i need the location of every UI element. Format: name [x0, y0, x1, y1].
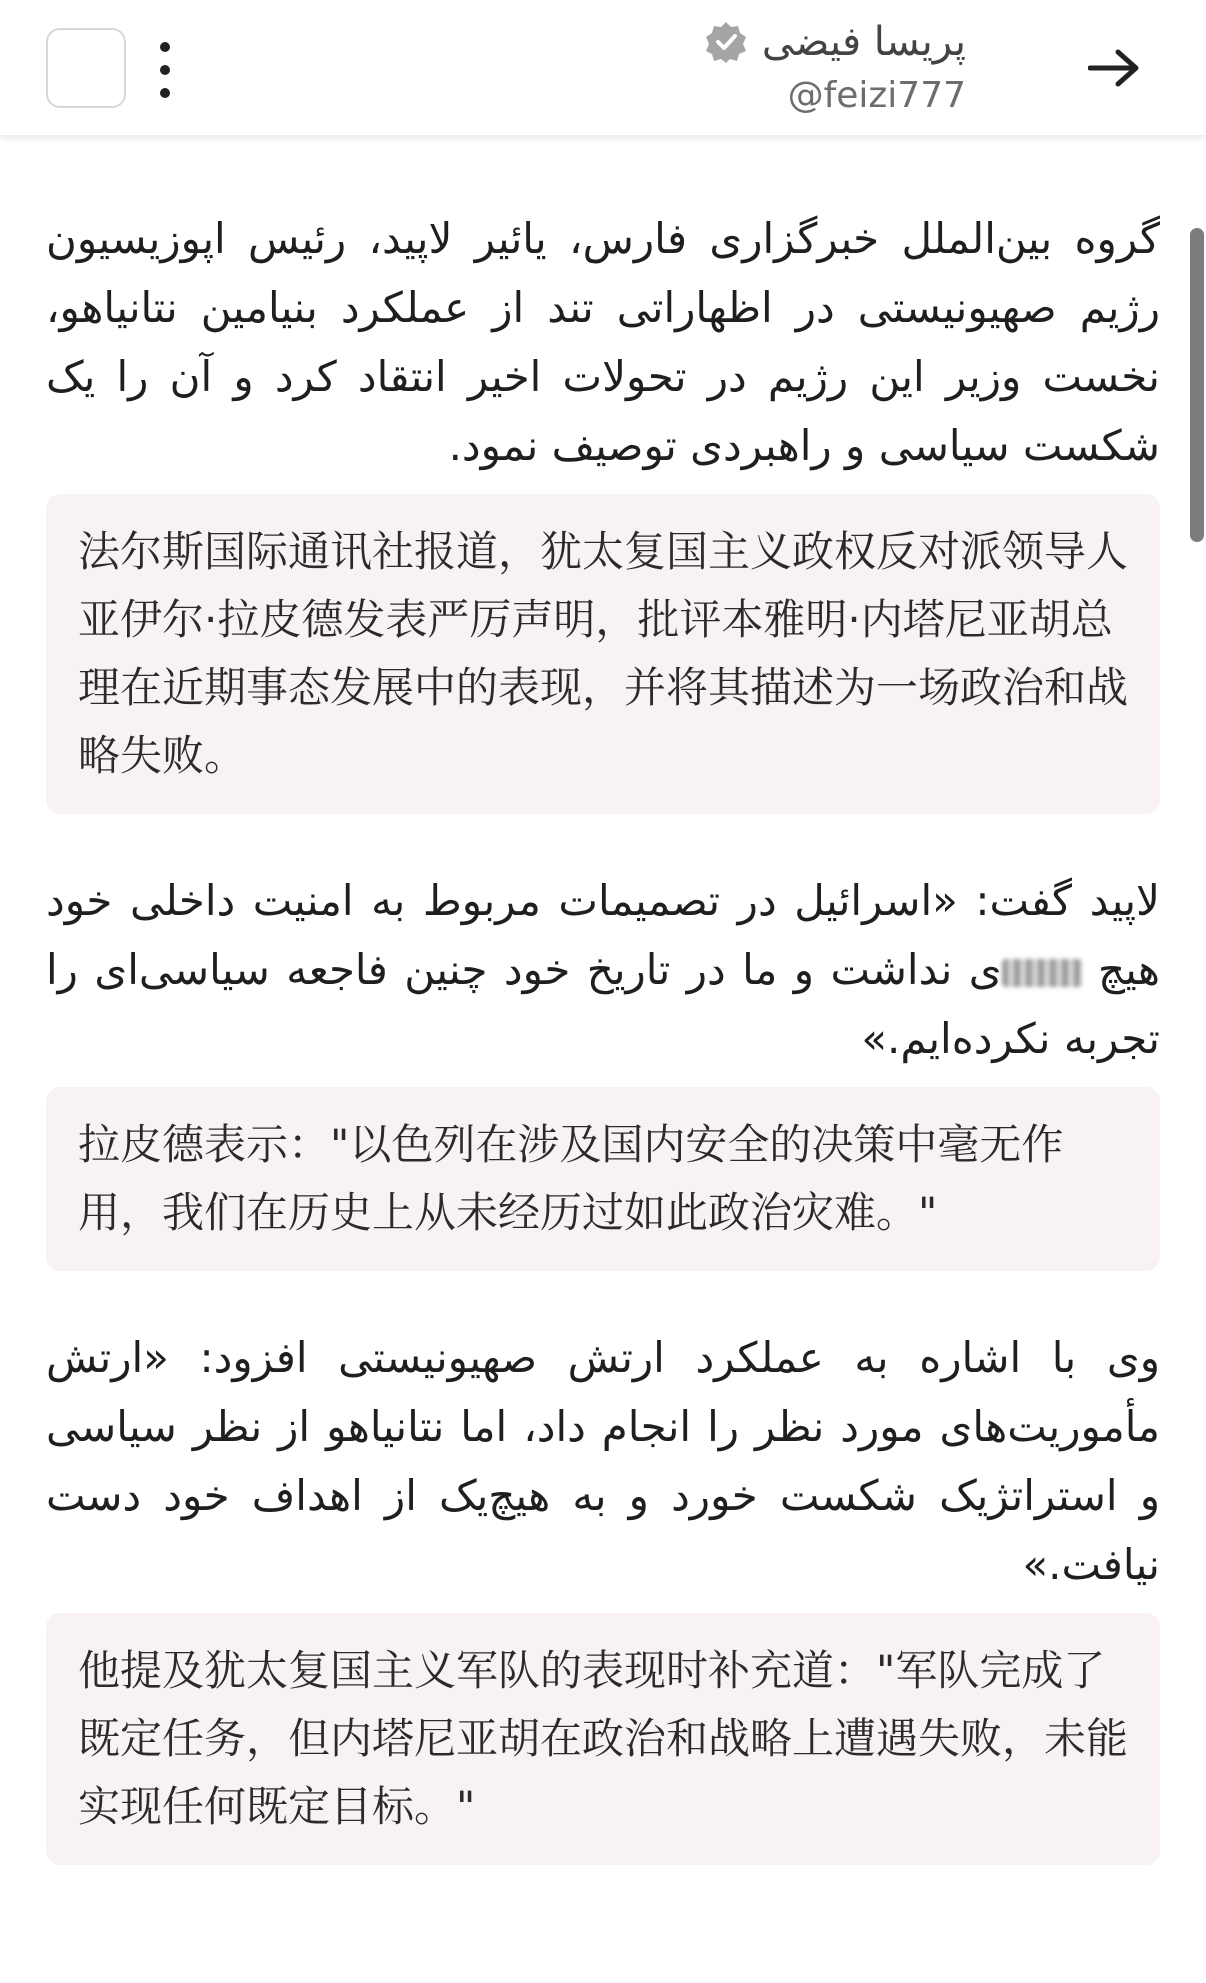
menu-dot — [160, 65, 170, 75]
more-menu-button[interactable] — [150, 42, 180, 98]
menu-dot — [160, 42, 170, 52]
blurred-word — [1002, 959, 1082, 987]
paragraph-fa-2-end: ی نداشت و ما در تاریخ خود چنین فاجعه سیاسی‌ای را تجربه نکرده‌ایم.» — [46, 945, 1160, 1063]
translation-box-2 — [46, 1087, 1160, 1271]
paragraph-zh-3: 他提及犹太复国主义军队的表现时补充道："军队完成了既定任务，但内塔尼亚胡在政治和战略上遭遇失败，未能实现任何既定目标。" — [78, 1646, 1129, 1831]
paragraph-fa-1: گروه بین‌الملل خبرگزاری فارس، یائیر لاپید، رئیس اپوزیسیون رژیم صهیونیستی در اظهاراتی تند از عملکرد بنیامین نتانیاهو، نخست وزیر این رژیم در تحولات اخیر انتقاد کرد و آن را یک شکست سیاسی و راهبردی توصیف نمود. — [46, 214, 1160, 470]
paragraph-fa-2 — [46, 866, 1160, 1073]
user-handle[interactable]: @feizi777 — [787, 75, 966, 116]
top-bar — [0, 0, 1206, 136]
paragraph-zh-1: 法尔斯国际通讯社报道，犹太复国主义政权反对派领导人亚伊尔·拉皮德发表严厉声明，批评本雅明·内塔尼亚胡总理在近期事态发展中的表现，并将其描述为一场政治和战略失败。 — [78, 527, 1129, 780]
scrollbar-thumb[interactable] — [1190, 228, 1204, 542]
translation-box-3 — [46, 1613, 1160, 1865]
back-button[interactable] — [1082, 36, 1146, 100]
avatar[interactable] — [46, 28, 126, 108]
user-name[interactable]: پریسا فیضی — [761, 19, 966, 65]
arrow-right-icon — [1088, 48, 1140, 88]
paragraph-fa-3: وی با اشاره به عملکرد ارتش صهیونیستی افزود: «ارتش مأموریت‌های مورد نظر را انجام داد، اما نتانیاهو از نظر سیاسی و استراتژیک شکست خورد و به هیچ‌یک از اهداف خود دست نیافت.» — [46, 1333, 1160, 1589]
translation-box-1 — [46, 494, 1160, 814]
verified-badge-icon — [704, 20, 748, 64]
paragraph-zh-2: 拉皮德表示："以色列在涉及国内安全的决策中毫无作用，我们在历史上从未经历过如此政治灾难。" — [78, 1120, 1064, 1237]
post-body — [46, 204, 1160, 1865]
user-info[interactable] — [704, 16, 966, 120]
paragraph-fa-2-start: لاپید گفت: «اسرائیل در تصمیمات مربوط به امنیت داخلی خود هیچ — [46, 876, 1160, 994]
menu-dot — [160, 88, 170, 98]
